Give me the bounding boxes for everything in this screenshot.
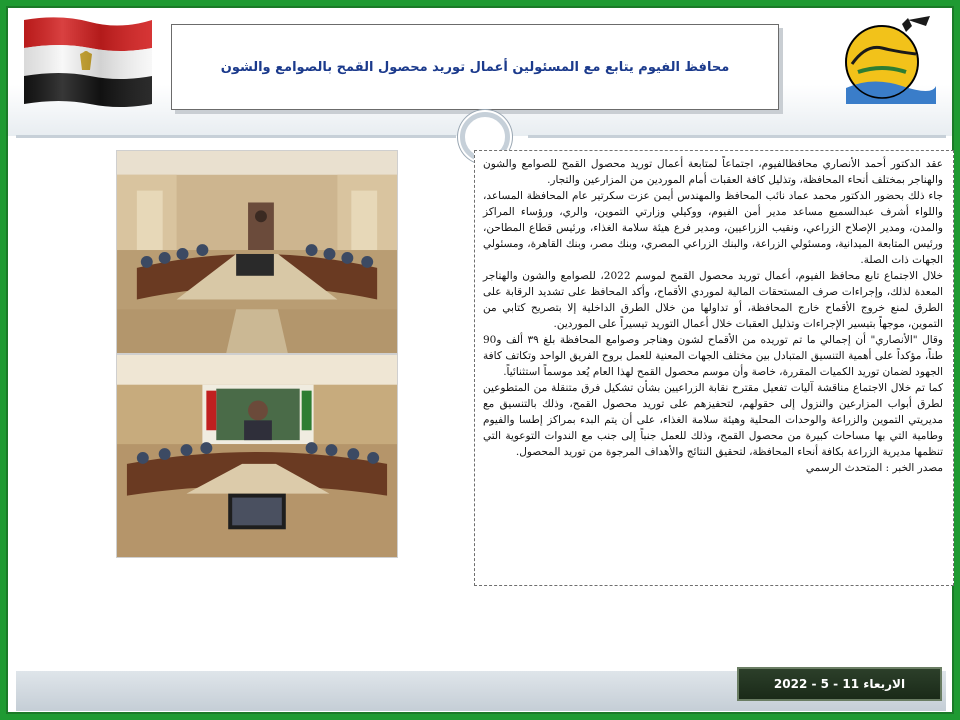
governorate-logo [832,14,940,110]
meeting-photo-2 [116,354,398,558]
date-badge [737,667,942,701]
article-paragraph: جاء ذلك بحضور الدكتور محمد عماد نائب المحافظ والمهندس أيمن عزت سكرتير عام المحافظة المساعد، واللواء أشرف عبدالسميع مساعد مدير أمن الفيوم، ووكيلي وزارتي التموين، والري، ورؤساء المراكز والمدن، ومدير الإصلاح الزراعي، ونقيب الزراعيين، ومدير فرع هيئة سلامة الغذاء، ورئيس قطاع المطاحن، ورئيس المتابعة الميدانية، ومسئولي الزراعة، والبنك الزراعي المصري، وبنك مصر، وبنك القاهرة، ومسئولي الجهات ذات الصلة. [483,190,943,266]
divider-line-right [528,135,946,138]
divider-line-left [16,135,456,138]
publication-date: الاربعاء 11 - 5 - 2022 [773,677,906,691]
egypt-flag-image [20,14,156,110]
article-paragraph: خلال الاجتماع تابع محافظ الفيوم، أعمال توريد محصول القمح لموسم 2022، للصوامع والشون والهناجر المعدة لذلك، وإجراءات صرف المستحقات المالية لموردي الأقماح، وأكد المحافظ على تشديد الرقابة على الطرق لمنع خروج الأقماح خارج المحافظة، أو تداولها من خلال الطرق الداخلية إلا بتصريح كتابي من التموين، موجهاً بتيسير الإجراءات وتذليل العقبات خلال أعمال التوريد تيسيراً على الموردين. [483,270,943,330]
article-paragraph: كما تم خلال الاجتماع مناقشة آليات تفعيل مقترح نقابة الزراعيين بشأن تشكيل فرق متنقلة من المتطوعين لطرق أبواب المزارعين والنزول إلى حقولهم، لتحفيزهم على توريد محصول القمح، وذلك بالتنسيق مع مديريتي التموين والزراعة والوحدات المحلية وهيئة سلامة الغذاء، على أن يتم البدء بمراكز إطسا والفيوم وطامية التي بها مساحات كبيرة من محصول القمح، وذلك للعمل جنباً إلى جنب مع الندوات التوعوية التي تنظمها مديرية الزراعة بكافة أنحاء المحافظة، لتحقيق النتائج والأهداف المرجوة من توريد المحصول. [483,382,943,458]
article-paragraph: عقد الدكتور أحمد الأنصاري محافظالفيوم، اجتماعاً لمتابعة أعمال توريد محصول القمح للصوامع والشون والهناجر بمختلف أنحاء المحافظة، وتذليل كافة العقبات أمام الموردين من المزارعين والتجار. [483,158,943,186]
meeting-photo-1 [116,150,398,354]
page-frame [6,6,954,714]
article-source: مصدر الخبر : المتحدث الرسمي [805,462,943,474]
headline-box [171,24,779,110]
article-paragraph: وقال "الأنصاري" أن إجمالي ما تم توريده من الأقماح لشون وهناجر وصوامع المحافظة بلغ ٣٩ ألف و90 طناً، مؤكداً على أهمية التنسيق المتبادل بين مختلف الجهات المعنية للعمل بروح الفريق الواحد وتكاتف كافة الجهود لضمان توريد الكميات المقررة، خاصة وأن موسم محصول القمح لهذا العام يُعد موسماً استثنائياً. [483,334,944,378]
headline-title: محافظ الفيوم يتابع مع المسئولين أعمال توريد محصول القمح بالصوامع والشون [220,59,730,75]
article-body [474,150,954,586]
